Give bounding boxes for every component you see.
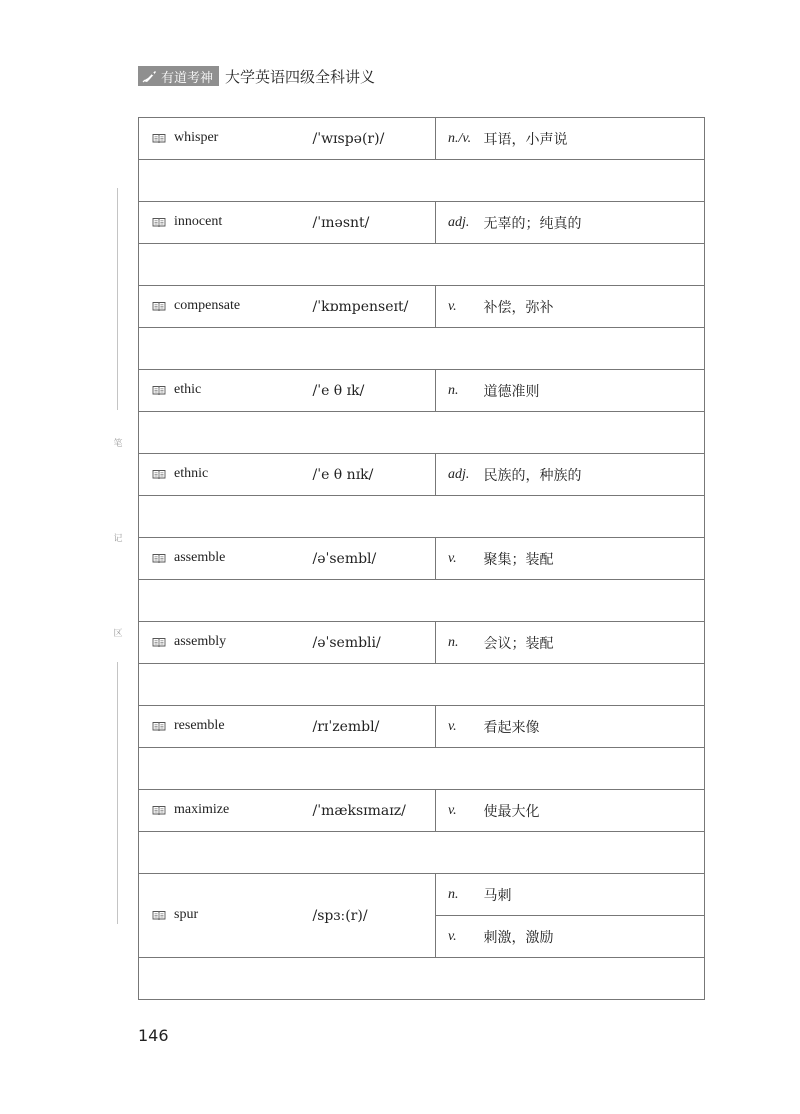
note-blank-row <box>139 580 705 622</box>
open-book-icon <box>152 384 166 400</box>
headword: spur <box>174 906 199 922</box>
headword: whisper <box>174 129 219 145</box>
phonetic-transcription: /rɪˈzembl/ <box>309 706 436 748</box>
word-cell <box>139 370 309 412</box>
part-of-speech: n. <box>436 370 484 412</box>
open-book-icon <box>152 216 166 232</box>
part-of-speech: adj. <box>436 454 484 496</box>
phonetic-transcription: /spɜː(r)/ <box>309 874 436 958</box>
headword: innocent <box>174 213 223 229</box>
part-of-speech: n./v. <box>436 118 484 160</box>
note-space <box>139 244 705 286</box>
phonetic-transcription: /ˈkɒmpenseɪt/ <box>309 286 436 328</box>
word-cell <box>139 874 309 958</box>
meaning: 民族的，种族的 <box>484 454 705 496</box>
word-cell <box>139 622 309 664</box>
word-entry-row <box>139 454 705 496</box>
meaning: 看起来像 <box>484 706 705 748</box>
rocket-icon <box>142 69 158 83</box>
word-cell <box>139 286 309 328</box>
headword: assembly <box>174 633 227 649</box>
note-space <box>139 664 705 706</box>
part-of-speech: v. <box>436 706 484 748</box>
headword: resemble <box>174 717 225 733</box>
word-entry-row <box>139 370 705 412</box>
phonetic-transcription: /ˈwɪspə(r)/ <box>309 118 436 160</box>
book-title: 大学英语四级全科讲义 <box>225 67 376 86</box>
headword: maximize <box>174 801 230 817</box>
word-cell <box>139 790 309 832</box>
open-book-icon <box>152 300 166 316</box>
notes-margin-char: 记 <box>113 534 123 544</box>
word-cell <box>139 538 309 580</box>
phonetic-transcription: /ˈɪnəsnt/ <box>309 202 436 244</box>
open-book-icon <box>152 132 166 148</box>
note-blank-row <box>139 328 705 370</box>
note-blank-row <box>139 832 705 874</box>
word-entry-row <box>139 202 705 244</box>
running-header <box>138 66 375 86</box>
word-entry-row <box>139 538 705 580</box>
part-of-speech: v. <box>436 286 484 328</box>
note-space <box>139 832 705 874</box>
part-of-speech: n. <box>436 874 484 916</box>
note-space <box>139 328 705 370</box>
notes-margin-char: 区 <box>113 629 123 639</box>
notes-margin-rule-top <box>117 188 118 410</box>
word-cell <box>139 118 309 160</box>
word-entry-row <box>139 790 705 832</box>
notes-margin-rule-bottom <box>117 662 118 924</box>
part-of-speech: v. <box>436 538 484 580</box>
note-space <box>139 160 705 202</box>
part-of-speech: v. <box>436 916 484 958</box>
brand-name: 有道考神 <box>161 70 214 86</box>
note-space <box>139 412 705 454</box>
word-entry-row <box>139 874 705 916</box>
headword: assemble <box>174 549 226 565</box>
vocabulary-table-body <box>139 118 705 1000</box>
open-book-icon <box>152 720 166 736</box>
phonetic-transcription: /ˈe θ ɪk/ <box>309 370 436 412</box>
meaning: 马刺 <box>484 874 705 916</box>
meaning: 聚集；装配 <box>484 538 705 580</box>
meaning: 刺激，激励 <box>484 916 705 958</box>
word-entry-row <box>139 286 705 328</box>
part-of-speech: n. <box>436 622 484 664</box>
word-cell <box>139 706 309 748</box>
note-blank-row <box>139 496 705 538</box>
meaning: 道德准则 <box>484 370 705 412</box>
note-space <box>139 496 705 538</box>
note-space <box>139 580 705 622</box>
page-number: 146 <box>138 1026 169 1045</box>
part-of-speech: v. <box>436 790 484 832</box>
brand-badge <box>138 66 219 86</box>
headword: ethic <box>174 381 202 397</box>
notes-margin-char: 笔 <box>113 439 123 449</box>
word-entry-row <box>139 118 705 160</box>
meaning: 补偿，弥补 <box>484 286 705 328</box>
open-book-icon <box>152 909 166 925</box>
open-book-icon <box>152 552 166 568</box>
note-blank-row <box>139 958 705 1000</box>
note-blank-row <box>139 244 705 286</box>
headword: ethnic <box>174 465 209 481</box>
meaning: 耳语，小声说 <box>484 118 705 160</box>
part-of-speech: adj. <box>436 202 484 244</box>
phonetic-transcription: /əˈsembl/ <box>309 538 436 580</box>
note-blank-row <box>139 160 705 202</box>
phonetic-transcription: /ˈe θ nɪk/ <box>309 454 436 496</box>
meaning: 会议；装配 <box>484 622 705 664</box>
meaning: 使最大化 <box>484 790 705 832</box>
vocabulary-table <box>138 117 705 1000</box>
open-book-icon <box>152 804 166 820</box>
word-entry-row <box>139 706 705 748</box>
open-book-icon <box>152 468 166 484</box>
note-space <box>139 958 705 1000</box>
note-blank-row <box>139 748 705 790</box>
meaning: 无辜的；纯真的 <box>484 202 705 244</box>
word-cell <box>139 454 309 496</box>
word-entry-row <box>139 622 705 664</box>
note-blank-row <box>139 664 705 706</box>
note-space <box>139 748 705 790</box>
headword: compensate <box>174 297 241 313</box>
phonetic-transcription: /ˈmæksɪmaɪz/ <box>309 790 436 832</box>
phonetic-transcription: /əˈsembli/ <box>309 622 436 664</box>
note-blank-row <box>139 412 705 454</box>
open-book-icon <box>152 636 166 652</box>
word-cell <box>139 202 309 244</box>
